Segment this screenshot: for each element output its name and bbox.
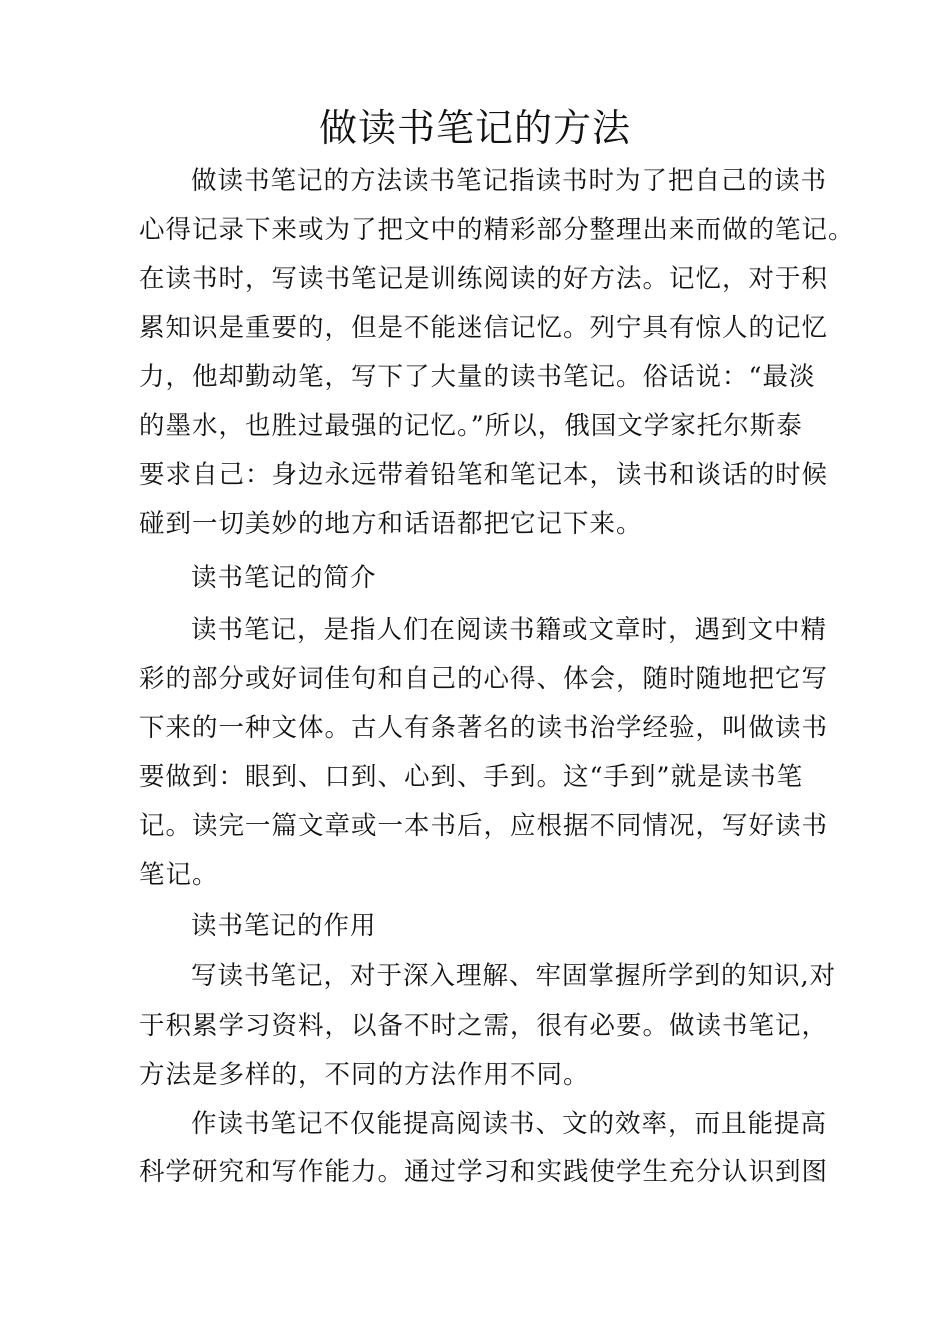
- paragraph-line: 于积累学习资料，以备不时之需，很有必要。做读书笔记，: [139, 1011, 829, 1041]
- paragraph-line: 记。读完一篇文章或一本书后，应根据不同情况，写好读书: [139, 811, 829, 841]
- section-heading: 读书笔记的简介: [191, 563, 377, 593]
- paragraph-line: 在读书时，写读书笔记是训练阅读的好方法。记忆，对于积: [139, 264, 829, 294]
- paragraph-line: 做读书笔记的方法读书笔记指读书时为了把自己的读书: [191, 166, 828, 196]
- paragraph-line: 碰到一切美妙的地方和话语都把它记下来。: [139, 509, 643, 539]
- document-title: 做读书笔记的方法: [318, 106, 631, 150]
- paragraph-line: 力，他却勤动笔，写下了大量的读书笔记。俗话说：“最淡: [139, 362, 816, 392]
- paragraph-line: 方法是多样的，不同的方法作用不同。: [139, 1060, 590, 1090]
- section-heading: 读书笔记的作用: [191, 911, 377, 941]
- paragraph-line: 读书笔记，是指人们在阅读书籍或文章时，遇到文中精: [191, 615, 828, 645]
- paragraph-line: 笔记。: [139, 860, 219, 890]
- paragraph-line: 要求自己：身边永远带着铅笔和笔记本，读书和谈话的时候: [139, 460, 829, 490]
- paragraph-line: 写读书笔记，对于深入理解、牢固掌握所学到的知识,对: [191, 961, 837, 991]
- paragraph-line: 累知识是重要的，但是不能迷信记忆。列宁具有惊人的记忆: [139, 313, 829, 343]
- paragraph-line: 心得记录下来或为了把文中的精彩部分整理出来而做的笔记。: [139, 215, 855, 245]
- paragraph-line: 作读书笔记不仅能提高阅读书、文的效率，而且能提高: [191, 1109, 828, 1139]
- paragraph-line: 彩的部分或好词佳句和自己的心得、体会，随时随地把它写: [139, 664, 829, 694]
- paragraph-line: 的墨水，也胜过最强的记忆。”所以，俄国文学家托尔斯泰: [139, 411, 803, 441]
- paragraph-line: 科学研究和写作能力。通过学习和实践使学生充分认识到图: [139, 1157, 829, 1187]
- paragraph-line: 要做到：眼到、口到、心到、手到。这“手到”就是读书笔: [139, 762, 804, 792]
- paragraph-line: 下来的一种文体。古人有条著名的读书治学经验，叫做读书: [139, 713, 829, 743]
